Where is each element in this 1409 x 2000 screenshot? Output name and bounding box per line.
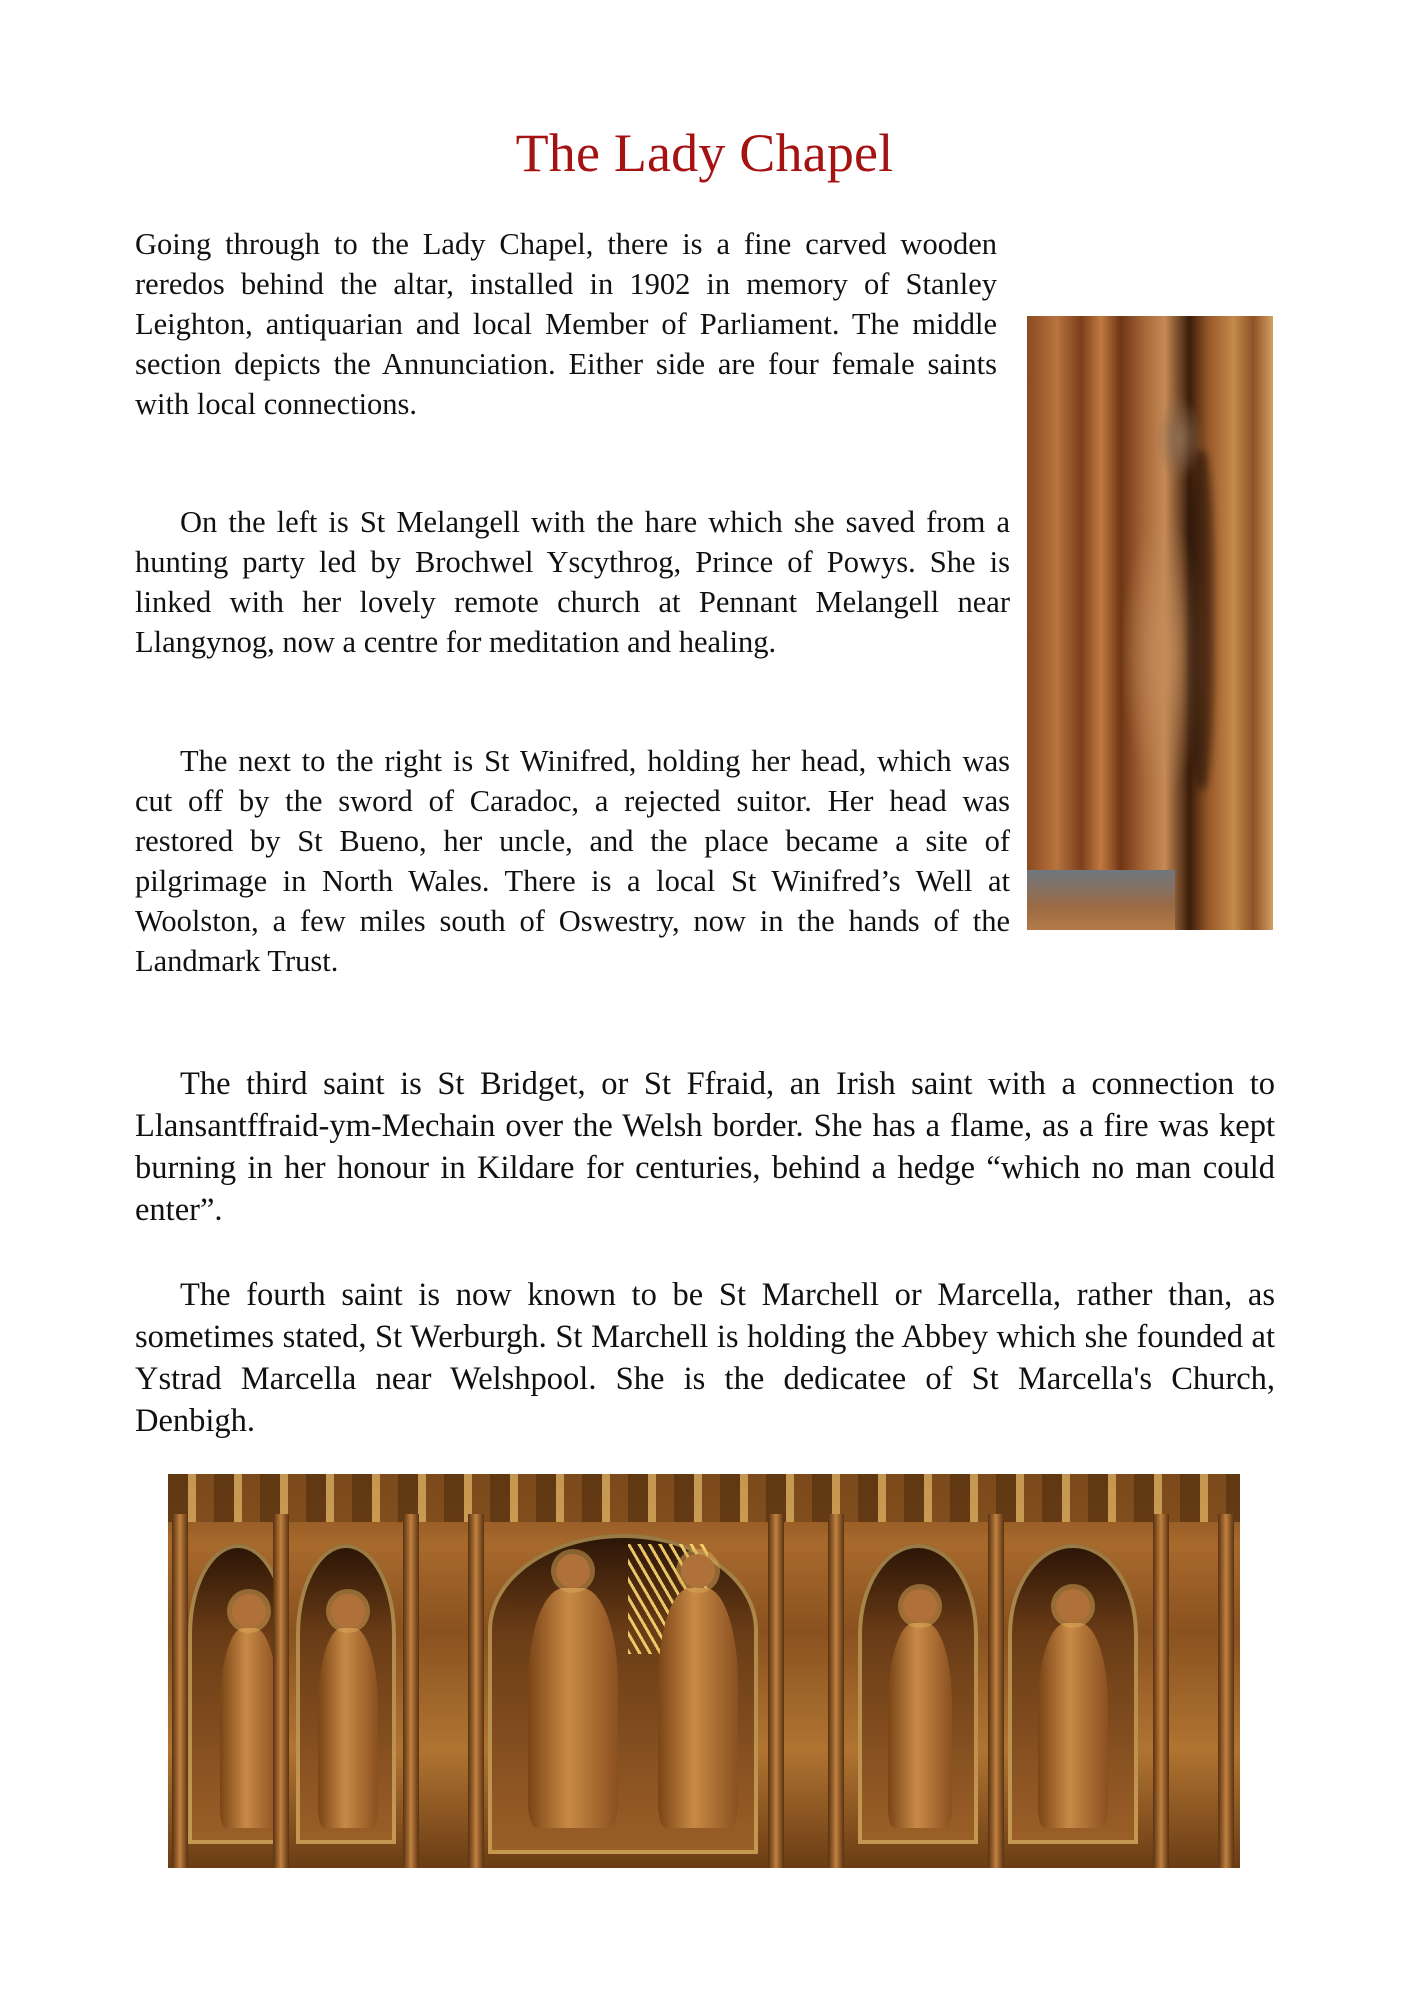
paragraph-st-marchell: The fourth saint is now known to be St Marchell or Marcella, rather than, as sometimes stated, St Werburgh. St Marchell is holding the Abbey which she founded at Ystrad Marcella near Welshpool. She is the dedicatee of St Marcella's Church, Denbigh. [135, 1277, 1275, 1439]
reredos-pillar [828, 1514, 844, 1868]
reredos-pillar [1153, 1514, 1169, 1868]
reredos-pillar [403, 1514, 419, 1868]
saint-figure-bridget [888, 1623, 952, 1828]
reredos-photo [168, 1474, 1240, 1868]
paragraph-st-melangell: On the left is St Melangell with the hare which she saved from a hunting party led by Brochwel Yscythrog, Prince of Powys. She is linked with her lovely remote church at Pennant Melangell near Llangynog, now a centre for meditation and healing. [135, 505, 1010, 659]
saint-figure-melangell [220, 1628, 278, 1828]
page-title: The Lady Chapel [515, 123, 894, 183]
paragraph-st-winifred: The next to the right is St Winifred, holding her head, which was cut off by the sword of Caradoc, a rejected suitor. Her head was restored by St Bueno, her uncle, and the place became a site of pilgrimage in North Wales. There is a local St Winifred’s Well at Woolston, a few miles south of Oswestry, now in the hands of the Landmark Trust. [135, 744, 1010, 978]
saint-figure-winifred [318, 1628, 378, 1828]
reredos-pillar [988, 1514, 1004, 1868]
reredos-pillar [468, 1514, 484, 1868]
photo-plinth [1027, 870, 1175, 930]
reredos-pillar [768, 1514, 784, 1868]
reredos-pillar [1218, 1514, 1234, 1868]
paragraph-st-bridget: The third saint is St Bridget, or St Ffraid, an Irish saint with a connection to Llansantffraid-ym-Mechain over the Welsh border. She has a flame, as a fire was kept burning in her honour in Kildare for centuries, behind a hedge “which no man could enter”. [135, 1066, 1275, 1228]
hare-carving-photo [1027, 316, 1273, 930]
photo-shadow [1189, 451, 1214, 789]
virgin-mary-figure [658, 1588, 738, 1828]
reredos-pillar [172, 1514, 188, 1868]
reredos-cornice [168, 1474, 1240, 1522]
saint-figure-marchell [1038, 1623, 1108, 1828]
angel-gabriel-figure [528, 1588, 618, 1828]
paragraph-intro: Going through to the Lady Chapel, there is a fine carved wooden reredos behind the altar, installed in 1902 in memory of Stanley Leighton, antiquarian and local Member of Parliament. The middle section depicts the Annunciation. Either side are four female saints with local connections. [135, 227, 997, 421]
reredos-pillar [273, 1514, 289, 1868]
